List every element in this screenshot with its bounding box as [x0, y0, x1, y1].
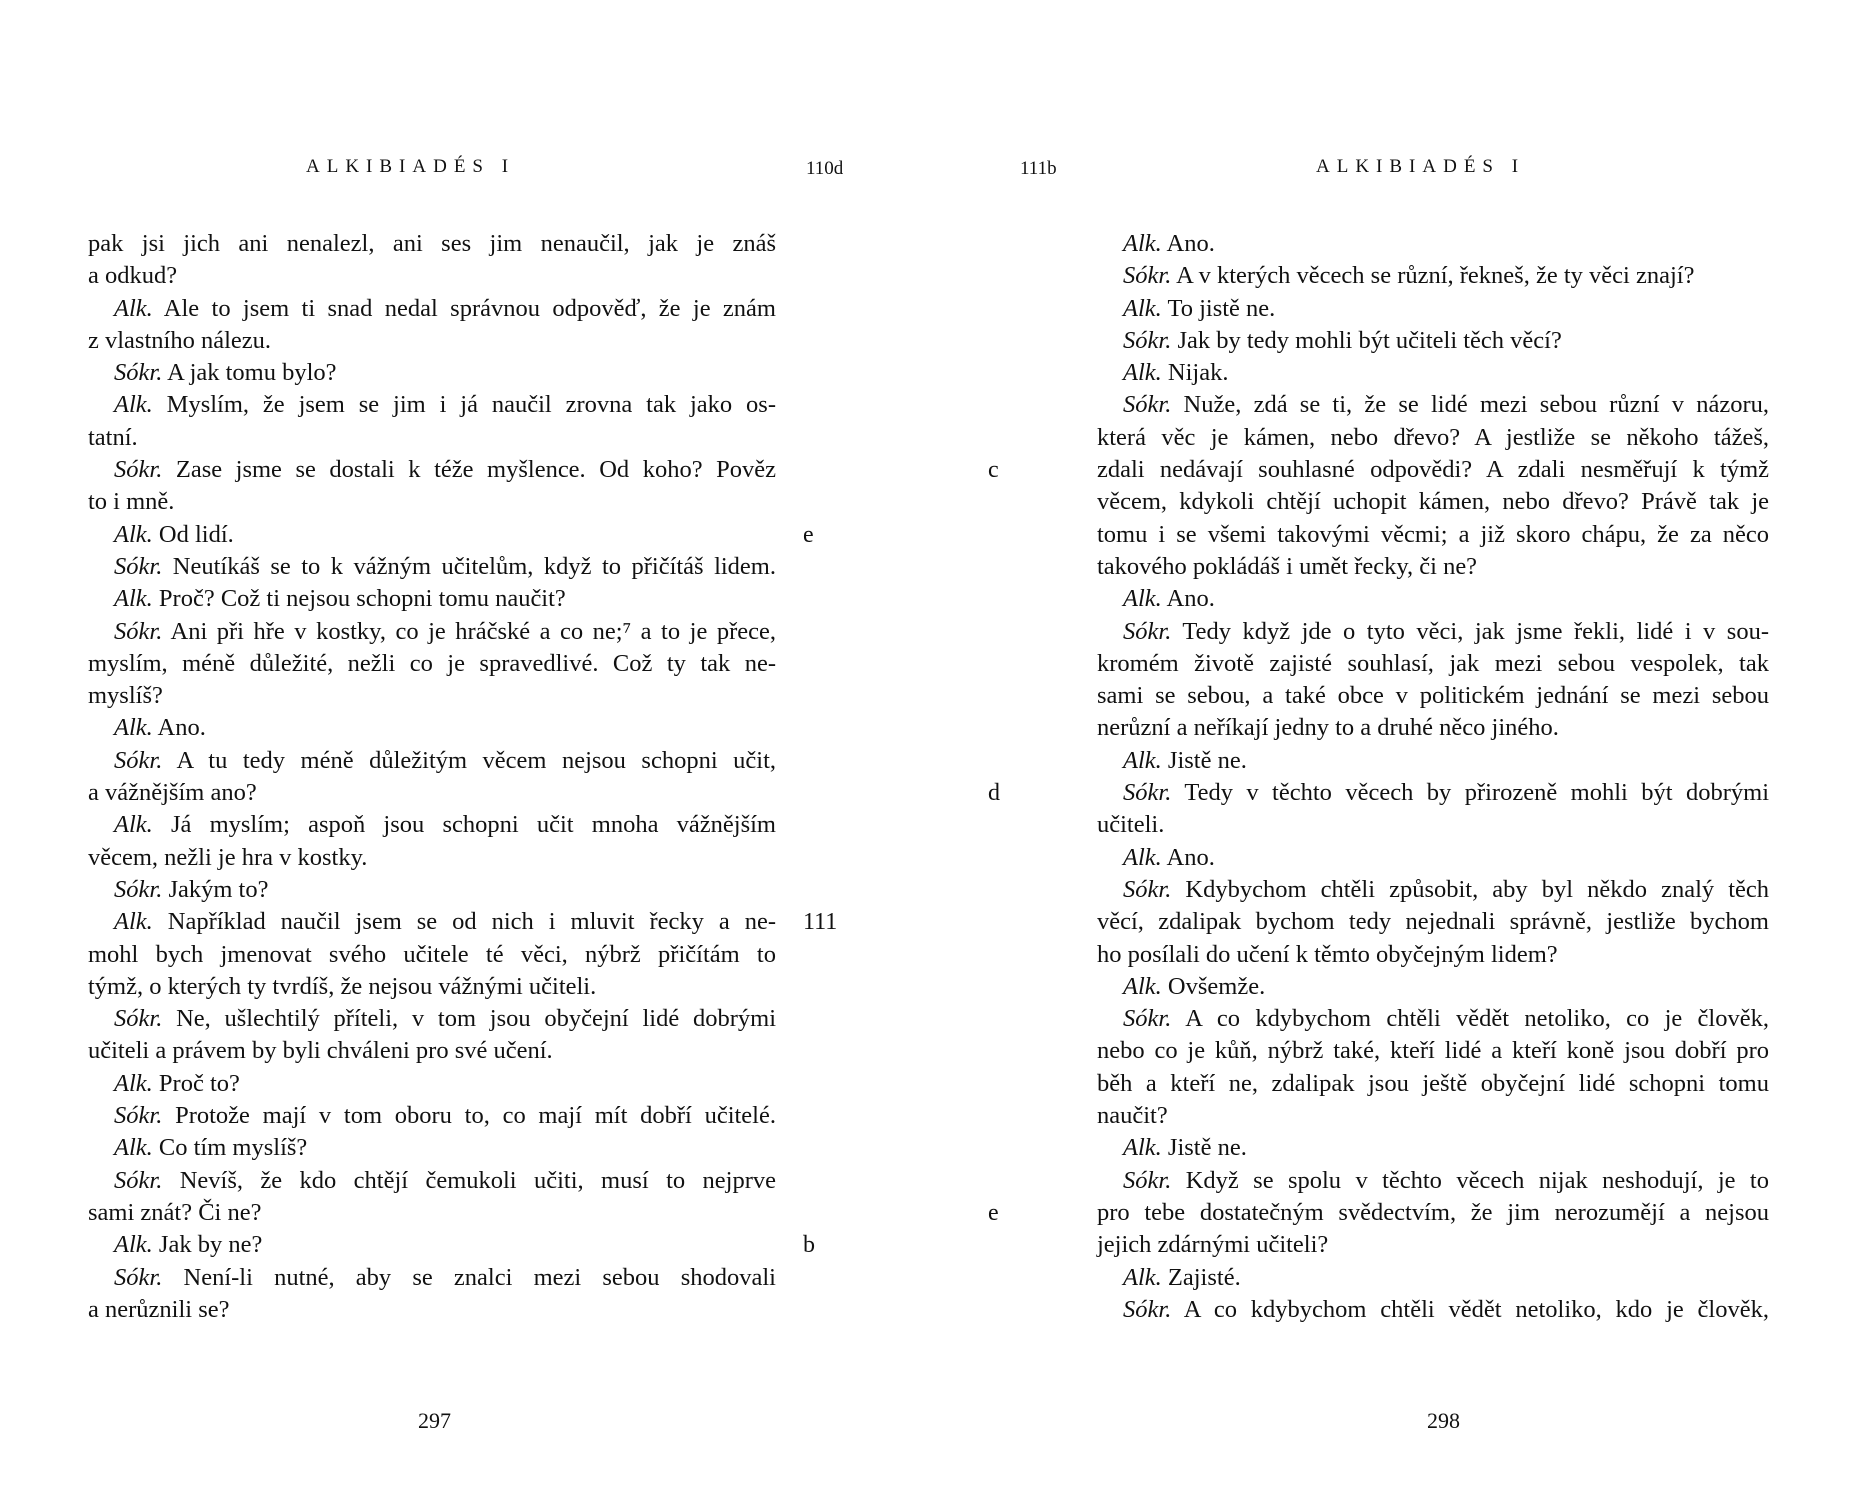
text-line — [988, 777, 1769, 809]
line-text: A co kdybychom chtěli vědět netoliko, co je člověk, — [1171, 1005, 1769, 1033]
text-line — [1097, 1132, 1769, 1164]
speaker-label: Alk. — [114, 811, 153, 839]
text-line — [1097, 551, 1769, 583]
text-line — [88, 260, 776, 292]
line-text: Nijak. — [1161, 359, 1229, 387]
line-text: Proč to? — [152, 1069, 240, 1097]
text-line — [1097, 260, 1769, 292]
speaker-label: Alk. — [1123, 1134, 1162, 1162]
text-line — [1097, 745, 1769, 777]
line-text: věcí, zdalipak bychom tedy nejednali správně, jestliže bychom — [1097, 908, 1769, 936]
page-number: 298 — [1427, 1408, 1460, 1433]
line-text: Ano. — [1161, 843, 1215, 871]
stephanus-marker: c — [988, 457, 999, 484]
speaker-label: Alk. — [1123, 230, 1162, 257]
speaker-label: Sókr. — [1123, 875, 1172, 903]
line-text: Ano. — [1161, 230, 1215, 257]
speaker-label: Sókr. — [114, 746, 163, 774]
line-text: Zase jsme se dostali k téže myšlence. Od koho? Pověz — [162, 456, 776, 484]
text-line — [1097, 906, 1769, 938]
text-line — [88, 1132, 776, 1164]
text-line — [88, 939, 776, 971]
speaker-label: Alk. — [114, 1231, 153, 1259]
speaker-label: Sókr. — [1123, 1166, 1172, 1194]
line-text: věcem, nežli je hra v kostky. — [88, 843, 368, 871]
text-line — [88, 325, 776, 357]
line-text: A tu tedy méně důležitým věcem nejsou schopni učit, — [162, 746, 776, 774]
line-text: Co tím myslíš? — [152, 1134, 308, 1162]
text-line — [88, 809, 776, 841]
line-text: Jak by ne? — [152, 1231, 263, 1259]
line-text: Jistě ne. — [1161, 746, 1247, 774]
text-line — [88, 1197, 776, 1229]
line-text: a vážnějším ano? — [88, 779, 257, 807]
line-text: Neutíkáš se to k vážným učitelům, když to přičítáš lidem. — [162, 552, 776, 580]
line-text: myslíš? — [88, 682, 163, 710]
speaker-label: Alk. — [114, 520, 153, 548]
line-text: Zajisté. — [1161, 1263, 1241, 1291]
speaker-label: Sókr. — [114, 1166, 163, 1194]
text-line — [88, 228, 776, 260]
right-page — [931, 0, 1862, 1501]
line-text: Tedy když jde o tyto věci, jak jsme řekli, lidé i v sou- — [1171, 617, 1769, 645]
speaker-label: Alk. — [1123, 843, 1162, 871]
text-line — [1097, 1262, 1769, 1294]
line-text: tomu i se všemi takovými věcmi; a již skoro chápu, že za něco — [1097, 520, 1769, 548]
text-line — [88, 680, 776, 712]
line-text: Nuže, zdá se ti, že se lidé mezi sebou různí v názoru, — [1171, 391, 1769, 419]
text-line — [88, 1165, 776, 1197]
line-text: Od lidí. — [152, 520, 234, 548]
line-text: naučit? — [1097, 1102, 1168, 1130]
stephanus-marker: d — [988, 780, 1000, 807]
line-text: Ani při hře v kostky, co je hráčské a co ne;⁷ a to je přece, — [162, 617, 776, 645]
text-line — [1097, 648, 1769, 680]
text-line — [88, 874, 776, 906]
page-text — [988, 228, 1769, 1326]
speaker-label: Alk. — [1123, 746, 1162, 774]
text-line — [1097, 971, 1769, 1003]
line-text: myslím, méně důležité, nežli co je spravedlivé. Což ty tak ne- — [88, 649, 776, 677]
running-head: ALKIBIADÉS I — [1316, 156, 1526, 177]
line-text: Proč? Což ti nejsou schopni tomu naučit? — [152, 585, 566, 613]
text-line — [988, 1197, 1769, 1229]
line-text: mohl bych jmenovat svého učitele té věci, nýbrž přičítám to — [88, 940, 776, 968]
text-line — [988, 454, 1769, 486]
line-text: Ano. — [1161, 585, 1215, 613]
line-text: Nevíš, že kdo chtějí čemukoli učiti, musí to nejprve — [162, 1166, 776, 1194]
speaker-label: Sókr. — [1123, 617, 1172, 645]
stephanus-head: 111b — [1020, 158, 1057, 179]
line-text: z vlastního nálezu. — [88, 326, 272, 354]
text-line — [1097, 939, 1769, 971]
page-number: 297 — [418, 1408, 451, 1433]
text-line — [88, 777, 776, 809]
speaker-label: Sókr. — [1123, 1005, 1172, 1033]
text-line — [88, 454, 776, 486]
speaker-label: Sókr. — [1123, 326, 1172, 354]
line-text: Ovšemže. — [1161, 972, 1266, 1000]
line-text: Já myslím; aspoň jsou schopni učit mnoha vážnějším — [152, 811, 776, 839]
line-text: Kdybychom chtěli způsobit, aby byl někdo znalý těch — [1171, 875, 1769, 903]
line-text: a nerůznili se? — [88, 1295, 230, 1323]
text-line — [88, 486, 776, 518]
text-line — [1097, 422, 1769, 454]
speaker-label: Alk. — [1123, 585, 1162, 613]
line-text: Myslím, že jsem se jim i já naučil zrovna tak jako os- — [152, 391, 776, 419]
line-text: sami znát? Či ne? — [88, 1198, 262, 1226]
speaker-label: Sókr. — [114, 1263, 163, 1291]
line-text: takového pokládáš i umět řecky, či ne? — [1097, 552, 1478, 580]
text-line — [88, 745, 776, 777]
text-line — [1097, 616, 1769, 648]
text-line — [88, 906, 838, 938]
line-text: A jak tomu bylo? — [162, 359, 337, 387]
line-text: zdali nedávají souhlasné odpovědi? A zdali nesměřují k týmž — [1097, 456, 1769, 484]
line-text: To jistě ne. — [1161, 294, 1276, 322]
text-line — [1097, 357, 1769, 389]
line-text: a odkud? — [88, 262, 178, 290]
line-text: Tedy v těchto věcech by přirozeně mohli být dobrými — [1171, 779, 1769, 807]
text-line — [88, 293, 776, 325]
line-text: Není-li nutné, aby se znalci mezi sebou shodovali — [162, 1263, 776, 1291]
text-line — [88, 1003, 776, 1035]
text-line — [88, 389, 776, 421]
speaker-label: Sókr. — [1123, 262, 1172, 290]
speaker-label: Sókr. — [1123, 391, 1172, 419]
line-text: Jakým to? — [162, 875, 269, 903]
text-line — [1097, 325, 1769, 357]
speaker-label: Sókr. — [114, 359, 163, 387]
line-text: učiteli a právem by byli chváleni pro své učení. — [88, 1037, 553, 1065]
text-line — [88, 648, 776, 680]
text-line — [88, 1229, 815, 1261]
running-head: ALKIBIADÉS I — [306, 156, 516, 177]
text-line — [1097, 1068, 1769, 1100]
text-line — [1097, 1100, 1769, 1132]
line-text: Ano. — [152, 714, 206, 742]
text-line — [88, 422, 776, 454]
line-text: sami se sebou, a také obce v politickém jednání se mezi sebou — [1097, 682, 1769, 710]
text-line — [88, 1068, 776, 1100]
text-line — [88, 1100, 776, 1132]
line-text: Například naučil jsem se od nich i mluvit řecky a ne- — [152, 908, 776, 936]
speaker-label: Alk. — [114, 294, 153, 322]
text-line — [1097, 809, 1769, 841]
speaker-label: Alk. — [114, 391, 153, 419]
line-text: A v kterých věcech se různí, řekneš, že ty věci znají? — [1171, 262, 1695, 290]
text-line — [88, 519, 814, 551]
speaker-label: Alk. — [1123, 359, 1162, 387]
speaker-label: Sókr. — [114, 617, 163, 645]
text-line — [1097, 486, 1769, 518]
line-text: Protože mají v tom oboru to, co mají mít dobří učitelé. — [162, 1102, 776, 1130]
line-text: Když se spolu v těchto věcech nijak neshodují, je to — [1171, 1166, 1769, 1194]
text-line — [1097, 1294, 1769, 1326]
line-text: nerůzní a neříkají jedny to a druhé něco jiného. — [1097, 714, 1559, 742]
line-text: týmž, o kterých ty tvrdíš, že nejsou vážnými učiteli. — [88, 972, 597, 1000]
text-line — [1097, 842, 1769, 874]
line-text: ho posílali do učení k těmto obyčejným lidem? — [1097, 940, 1558, 968]
text-line — [1097, 1035, 1769, 1067]
text-line — [1097, 1165, 1769, 1197]
line-text: učiteli. — [1097, 811, 1165, 839]
line-text: věcem, kdykoli chtějí uchopit kámen, nebo dřevo? Právě tak je — [1097, 488, 1769, 516]
speaker-label: Alk. — [1123, 1263, 1162, 1291]
text-line — [88, 712, 776, 744]
text-line — [88, 971, 776, 1003]
speaker-label: Sókr. — [114, 1102, 163, 1130]
line-text: Ale to jsem ti snad nedal správnou odpověď, že je znám — [152, 294, 776, 322]
stephanus-marker: b — [803, 1232, 815, 1259]
text-line — [1097, 389, 1769, 421]
line-text: která věc je kámen, nebo dřevo? A jestliže se někoho tážeš, — [1097, 423, 1769, 451]
speaker-label: Sókr. — [114, 552, 163, 580]
line-text: pro tebe dostatečným svědectvím, že jim nerozumějí a nejsou — [1097, 1198, 1769, 1226]
line-text: běh a kteří ne, zdalipak jsou ještě obyčejní lidé schopni tomu — [1097, 1069, 1769, 1097]
text-line — [88, 1262, 776, 1294]
text-line — [88, 1035, 776, 1067]
text-line — [1097, 712, 1769, 744]
line-text: kromém životě zajisté souhlasí, jak mezi sebou vespolek, tak — [1097, 649, 1769, 677]
speaker-label: Alk. — [114, 1134, 153, 1162]
text-line — [88, 583, 776, 615]
text-line — [88, 1294, 776, 1326]
text-line — [1097, 680, 1769, 712]
line-text: Jistě ne. — [1161, 1134, 1247, 1162]
speaker-label: Alk. — [1123, 294, 1162, 322]
speaker-label: Sókr. — [1123, 779, 1172, 807]
text-line — [88, 551, 776, 583]
text-line — [88, 616, 776, 648]
speaker-label: Alk. — [114, 1069, 153, 1097]
text-line — [1097, 1003, 1769, 1035]
text-line — [1097, 1229, 1769, 1261]
line-text: pak jsi jich ani nenalezl, ani ses jim nenaučil, jak je znáš — [88, 230, 776, 257]
line-text: nebo co je kůň, nýbrž také, kteří lidé a kteří koně jsou dobří pro — [1097, 1037, 1769, 1065]
text-line — [88, 842, 776, 874]
line-text: jejich zdárnými učiteli? — [1097, 1231, 1329, 1259]
speaker-label: Alk. — [114, 908, 153, 936]
line-text: A co kdybychom chtěli vědět netoliko, kdo je člověk, — [1171, 1295, 1769, 1323]
text-line — [1097, 583, 1769, 615]
line-text: Ne, ušlechtilý příteli, v tom jsou obyčejní lidé dobrými — [162, 1005, 776, 1033]
speaker-label: Sókr. — [114, 456, 163, 484]
text-line — [1097, 874, 1769, 906]
stephanus-marker: e — [988, 1199, 999, 1226]
page-text — [88, 228, 838, 1326]
speaker-label: Alk. — [114, 714, 153, 742]
stephanus-head: 110d — [806, 158, 844, 179]
speaker-label: Sókr. — [114, 875, 163, 903]
line-text: to i mně. — [88, 488, 175, 516]
stephanus-marker: e — [803, 521, 814, 548]
text-line — [1097, 519, 1769, 551]
text-line — [1097, 293, 1769, 325]
speaker-label: Alk. — [1123, 972, 1162, 1000]
speaker-label: Sókr. — [1123, 1295, 1172, 1323]
stephanus-marker: 111 — [803, 909, 838, 936]
speaker-label: Alk. — [114, 585, 153, 613]
text-line — [88, 357, 776, 389]
line-text: tatní. — [88, 423, 138, 451]
speaker-label: Sókr. — [114, 1005, 163, 1033]
line-text: Jak by tedy mohli být učiteli těch věcí? — [1171, 326, 1562, 354]
text-line — [1097, 228, 1769, 260]
